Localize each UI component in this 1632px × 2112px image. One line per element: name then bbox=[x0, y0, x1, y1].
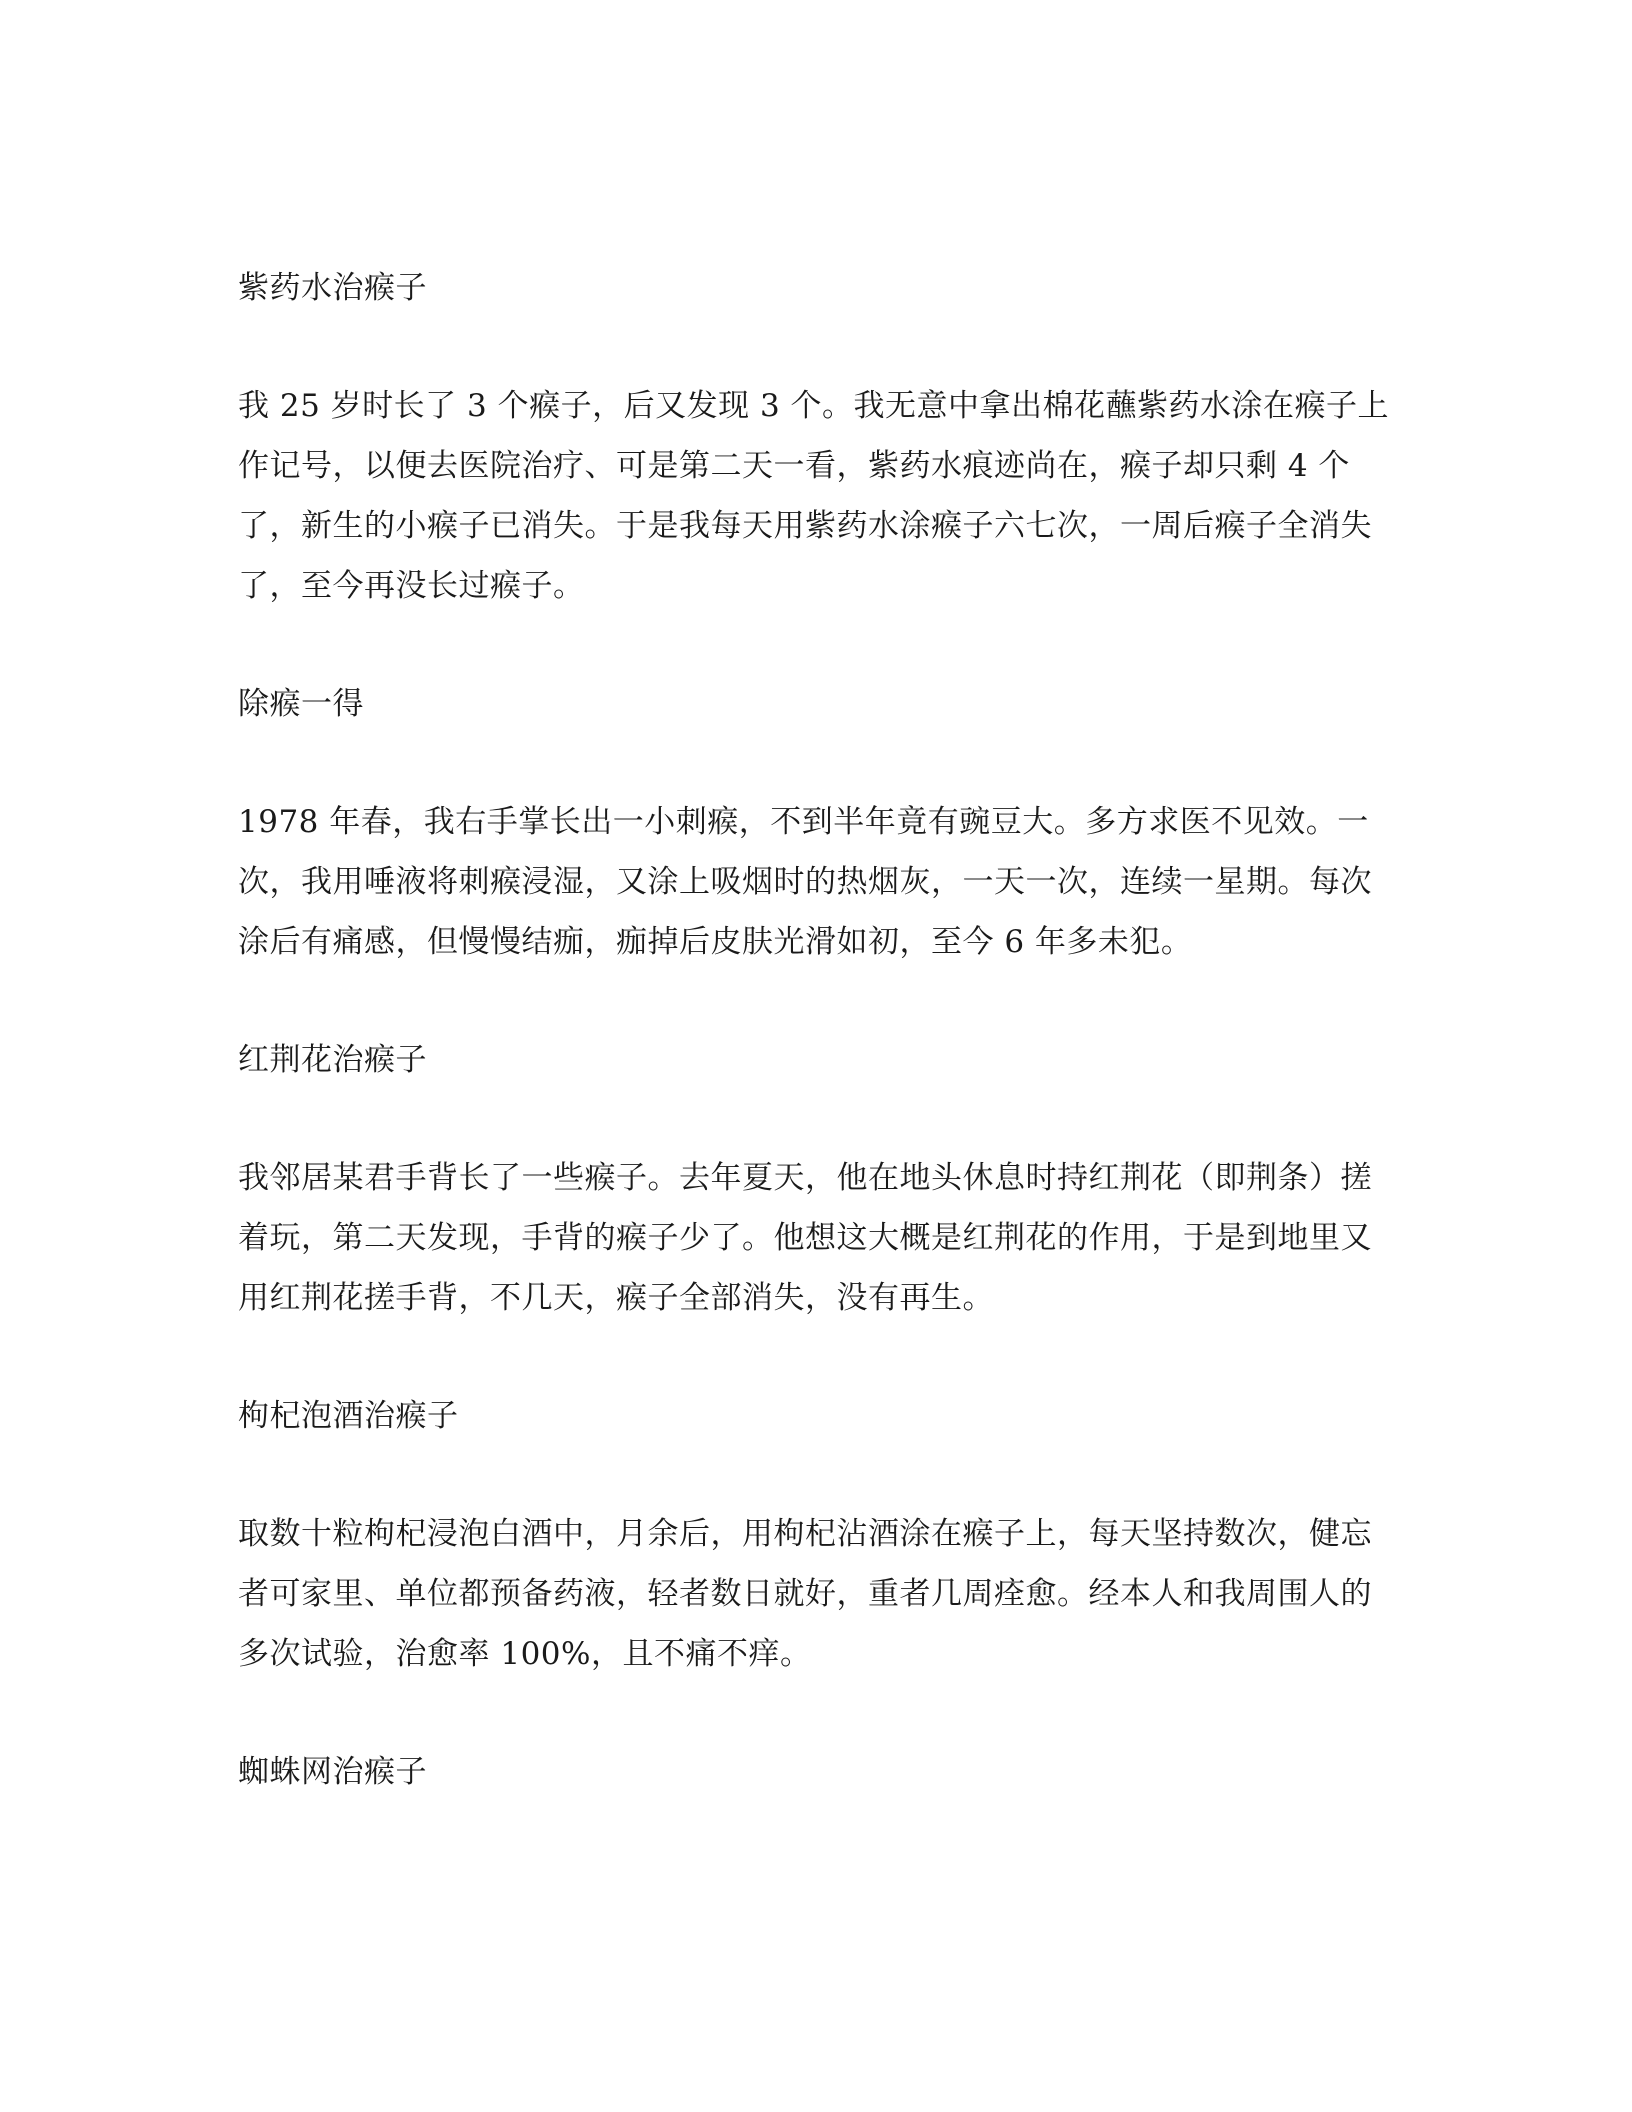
section-title-1: 紫药水治瘊子 bbox=[238, 270, 427, 306]
section-title-3: 红荆花治瘊子 bbox=[238, 1042, 427, 1078]
section-body-2 bbox=[238, 792, 1398, 972]
paragraph-line: 了，至今再没长过瘊子。 bbox=[238, 568, 585, 604]
section-body-1 bbox=[238, 376, 1398, 616]
paragraph-line: 多次试验，治愈率 100%，且不痛不痒。 bbox=[238, 1636, 812, 1672]
paragraph-line: 我 25 岁时长了 3 个瘊子，后又发现 3 个。我无意中拿出棉花蘸紫药水涂在瘊子上 bbox=[238, 388, 1390, 424]
paragraph-line: 了，新生的小瘊子已消失。于是我每天用紫药水涂瘊子六七次，一周后瘊子全消失 bbox=[238, 508, 1372, 544]
paragraph-line: 取数十粒枸杞浸泡白酒中，月余后，用枸杞沾酒涂在瘊子上，每天坚持数次，健忘 bbox=[238, 1516, 1372, 1552]
section-body-4 bbox=[238, 1504, 1398, 1684]
paragraph-line: 作记号，以便去医院治疗、可是第二天一看，紫药水痕迹尚在，瘊子却只剩 4 个 bbox=[238, 448, 1350, 484]
paragraph-line: 我邻居某君手背长了一些瘊子。去年夏天，他在地头休息时持红荆花（即荆条）搓 bbox=[238, 1160, 1372, 1196]
section-body-3 bbox=[238, 1148, 1398, 1328]
section-title-4: 枸杞泡酒治瘊子 bbox=[238, 1398, 459, 1434]
paragraph-line: 者可家里、单位都预备药液，轻者数日就好，重者几周痊愈。经本人和我周围人的 bbox=[238, 1576, 1372, 1612]
section-title-2: 除瘊一得 bbox=[238, 686, 364, 722]
paragraph-line: 次，我用唾液将刺瘊浸湿，又涂上吸烟时的热烟灰，一天一次，连续一星期。每次 bbox=[238, 864, 1372, 900]
section-title-5: 蜘蛛网治瘊子 bbox=[238, 1754, 427, 1790]
paragraph-line: 涂后有痛感，但慢慢结痂，痂掉后皮肤光滑如初，至今 6 年多未犯。 bbox=[238, 924, 1193, 960]
paragraph-line: 1978 年春，我右手掌长出一小刺瘊，不到半年竟有豌豆大。多方求医不见效。一 bbox=[238, 804, 1369, 840]
paragraph-line: 着玩，第二天发现，手背的瘊子少了。他想这大概是红荆花的作用，于是到地里又 bbox=[238, 1220, 1372, 1256]
paragraph-line: 用红荆花搓手背，不几天，瘊子全部消失，没有再生。 bbox=[238, 1280, 994, 1316]
